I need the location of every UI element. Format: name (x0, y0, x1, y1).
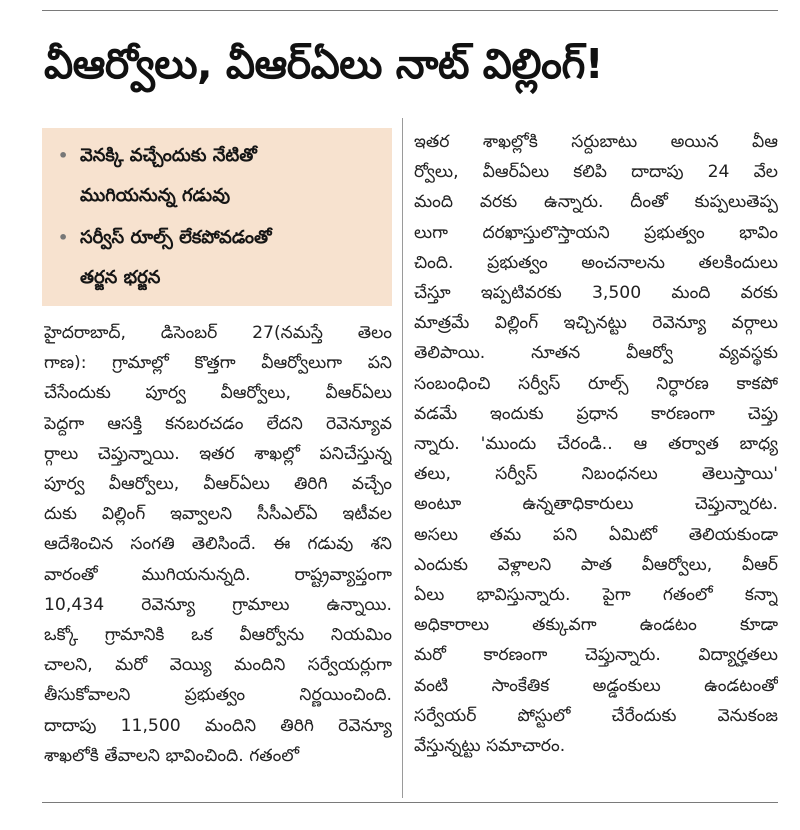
highlight-line: సర్వీస్ రూల్స్ లేకపోవడంతో (80, 227, 272, 248)
highlight-item (60, 136, 378, 216)
body-text-line: అసలు తమ పని ఏమిటో తెలియకుండా (414, 524, 778, 545)
article-body-left-column (44, 318, 392, 798)
body-text-line: పూర్వ వీఆర్వోలు, వీఆర్ఏలు తిరిగి వచ్చేం (44, 474, 392, 495)
highlights-box (42, 128, 392, 306)
body-text-line: చాలని, మరో వెయ్యి మందిని సర్వేయర్లుగా (44, 655, 392, 676)
column-divider (402, 118, 403, 798)
bullet-icon: • (58, 228, 69, 247)
body-text-line: మంది వరకు ఉన్నారు. దీంతో కుప్పలుతెప్ప (414, 192, 778, 213)
body-text-line: ఆదేశించిన సంగతి తెలిసిందే. ఈ గడువు శని (44, 534, 392, 555)
body-text-line: గాణ): గ్రామాల్లో కొత్తగా వీఆర్వోలుగా పని (44, 353, 392, 374)
body-text-line: శాఖలోకి తేవాలని భావించింది. గతంలో (44, 745, 300, 766)
highlight-line: ముగియనున్న గడువు (80, 185, 231, 206)
highlight-line: తర్జన భర్జన (80, 267, 161, 288)
body-text-line: అధికారాలు తక్కువగా ఉండటం కూడా (414, 615, 778, 636)
body-text-line: తీసుకోవాలని ప్రభుత్వం నిర్ణయించింది. (44, 685, 392, 706)
body-text-line: చేస్తూ ఇప్పటివరకు 3,500 మంది వరకు (414, 283, 778, 304)
highlight-line: వెనక్కి వచ్చేందుకు నేటితో (80, 145, 257, 166)
body-text-line: లుగా దరఖాస్తులొస్తాయని ప్రభుత్వం భావిం (414, 222, 778, 243)
body-text-line: వడమే ఇందుకు ప్రధాన కారణంగా చెప్తు (414, 403, 778, 424)
body-text-line: వారంతో ముగియనున్నది. రాష్ట్రవ్యాప్తంగా (44, 564, 392, 585)
body-text-line: చేసేందుకు పూర్వ వీఆర్వోలు, వీఆర్ఏలు (44, 383, 392, 404)
body-text-line: హైదరాబాద్, డిసెంబర్ 27(నమస్తే తెలం (44, 323, 392, 343)
body-text-line: అంటూ ఉన్నతాధికారులు చెప్తున్నారట. (414, 494, 778, 515)
body-text-line: దాదాపు 11,500 మందిని తిరిగి రెవెన్యూ (44, 715, 392, 736)
bullet-icon: • (58, 146, 69, 165)
body-text-line: ర్వోలు, వీఆర్ఏలు కలిపి దాదాపు 24 వేల (414, 162, 778, 183)
highlight-item (60, 218, 378, 298)
body-text-line: ఏలు భావిస్తున్నారు. పైగా గతంలో కన్నా (414, 585, 778, 606)
body-text-line: ఎందుకు వెళ్లాలని పాత వీఆర్వోలు, వీఆర్ (414, 554, 778, 575)
headline: వీఆర్వోలు, వీఆర్ఏలు నాట్ విల్లింగ్! (44, 40, 604, 88)
body-text-line: పెద్దగా ఆసక్తి కనబరచడం లేదని రెవెన్యూవ (44, 413, 392, 434)
body-text-line: మాత్రమే విల్లింగ్ ఇచ్చినట్టు రెవెన్యూ వర్గాలు (414, 313, 778, 334)
body-text-line: వంటి సాంకేతిక అడ్డంకులు ఉండటంతో (414, 675, 778, 696)
body-text-line: ఇతర శాఖల్లోకి సర్దుబాటు అయిన వీఆ (414, 132, 778, 152)
body-text-line: న్నారు. 'ముందు చేరండి.. ఆ తర్వాత బాధ్య (414, 434, 778, 455)
body-text-line: దుకు విల్లింగ్ ఇవ్వాలని సీసీఎల్ఏ ఇటీవల (44, 504, 392, 525)
body-text-line: సంబంధించి సర్వీస్ రూల్స్ నిర్ధారణ కాకపో (414, 373, 778, 394)
bottom-rule (42, 802, 778, 803)
body-text-line: తలు, సర్వీస్ నిబంధనలు తెలుస్తాయి' (414, 464, 778, 485)
body-text-line: మరో కారణంగా చెప్తున్నారు. విద్యార్హతలు (414, 645, 778, 666)
body-text-line: ర్గాలు చెప్తున్నాయి. ఇతర శాఖల్లో పనిచేస్తున్న (44, 443, 392, 464)
body-text-line: చింది. ప్రభుత్వం అంచనాలను తలకిందులు (414, 252, 778, 273)
top-rule (42, 10, 778, 11)
body-text-line: ఒక్కో గ్రామానికి ఒక వీఆర్వోను నియమిం (44, 625, 392, 646)
article-body-right-column (414, 127, 778, 797)
body-text-line: సర్వేయర్ పోస్టులో చేరేందుకు వెనుకంజ (414, 705, 778, 726)
body-text-line: 10,434 రెవెన్యూ గ్రామాలు ఉన్నాయి. (44, 594, 392, 615)
body-text-line: వేస్తున్నట్టు సమాచారం. (414, 736, 566, 757)
body-text-line: తెలిపాయి. నూతన వీఆర్వో వ్యవస్థకు (414, 343, 778, 364)
